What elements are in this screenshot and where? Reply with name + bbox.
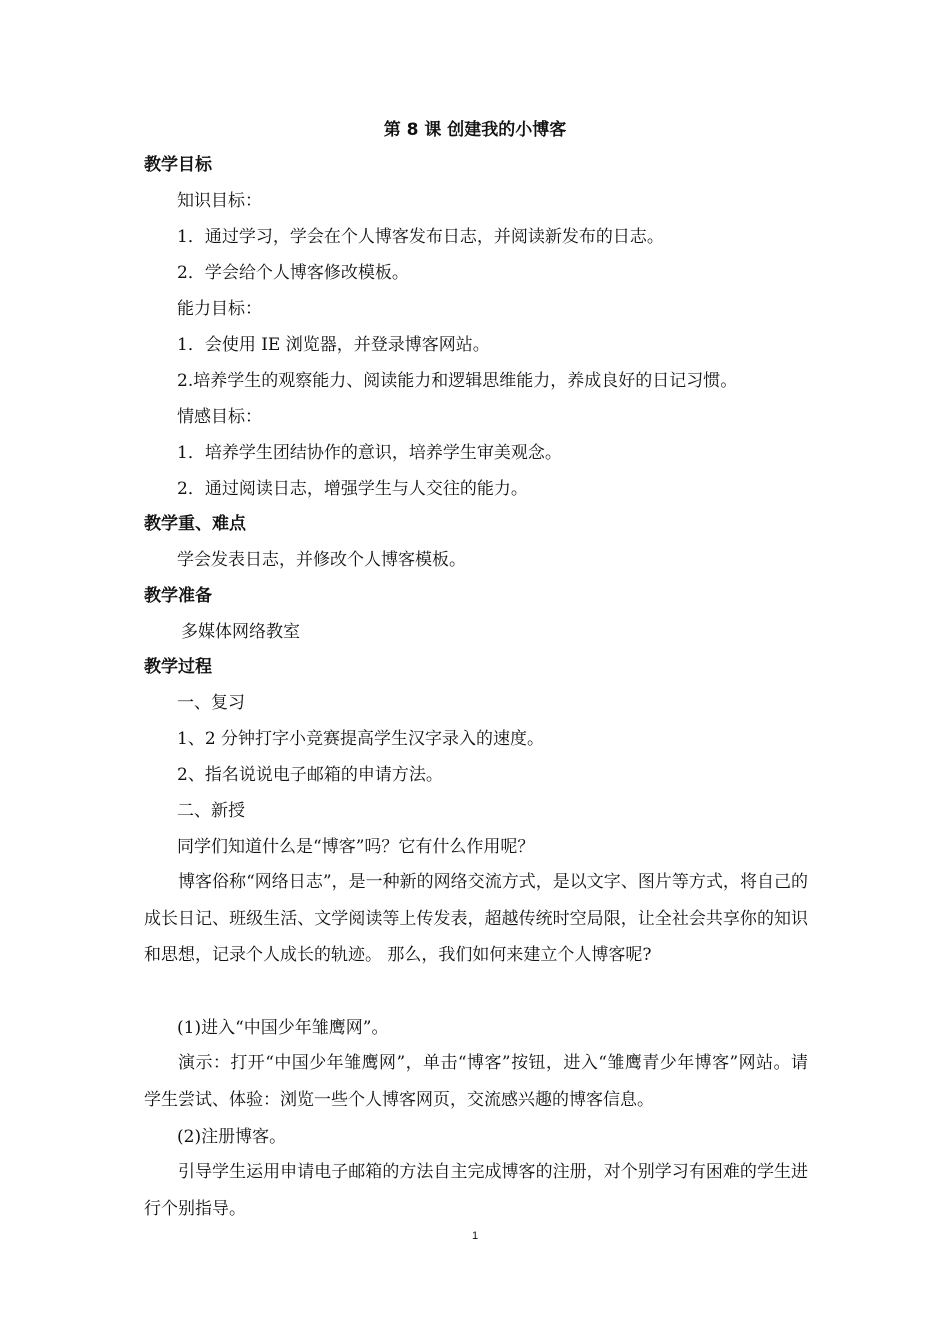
guide-paragraph: 引导学生运用申请电子邮箱的方法自主完成博客的注册，对个别学习有困难的学生进行个别指导。 <box>144 1162 808 1219</box>
heading-goals: 教学目标 <box>144 155 212 175</box>
ability-item-1: 1．会使用 IE 浏览器，并登录博客网站。 <box>177 335 490 355</box>
key-points-text: 学会发表日志，并修改个人博客模板。 <box>177 550 466 570</box>
blog-intro-paragraph: 博客俗称“网络日志”，是一种新的网络交流方式，是以文字、图片等方式，将自己的成长日记、班级生活、文学阅读等上传发表，超越传统时空局限，让全社会共享你的知识和思想，记录个人成长的轨迹。 那么，我们如何来建立个人博客呢? <box>144 872 808 966</box>
step-1: (1)进入“中国少年雏鹰网”。 <box>177 1018 389 1038</box>
preparation-text: 多媒体网络教室 <box>181 622 300 642</box>
knowledge-label: 知识目标： <box>177 191 262 211</box>
ability-label: 能力目标： <box>177 299 262 319</box>
review-item-1: 1、2 分钟打字小竞赛提高学生汉字录入的速度。 <box>177 729 545 749</box>
page-number: 1 <box>471 1230 479 1242</box>
heading-process: 教学过程 <box>144 657 212 677</box>
emotion-item-2: 2．通过阅读日志，增强学生与人交往的能力。 <box>177 479 528 499</box>
new-lesson-label: 二、新授 <box>177 801 245 821</box>
review-label: 一、复习 <box>177 693 245 713</box>
lesson-title: 第 8 课 创建我的小博客 <box>383 120 567 140</box>
heading-key-points: 教学重、难点 <box>144 514 246 534</box>
knowledge-item-2: 2．学会给个人博客修改模板。 <box>177 263 409 283</box>
demo-paragraph: 演示：打开“中国少年雏鹰网”，单击“博客”按钮，进入“雏鹰青少年博客”网站。请学生尝试、体验：浏览一些个人博客网页，交流感兴趣的博客信息。 <box>144 1053 808 1110</box>
knowledge-item-1: 1．通过学习，学会在个人博客发布日志，并阅读新发布的日志。 <box>177 227 664 247</box>
review-item-2: 2、指名说说电子邮箱的申请方法。 <box>177 765 443 785</box>
step-2: (2)注册博客。 <box>177 1127 287 1147</box>
emotion-item-1: 1．培养学生团结协作的意识，培养学生审美观念。 <box>177 443 562 463</box>
ability-item-2: 2.培养学生的观察能力、阅读能力和逻辑思维能力，养成良好的日记习惯。 <box>177 371 738 391</box>
heading-preparation: 教学准备 <box>144 586 212 606</box>
emotion-label: 情感目标： <box>177 407 262 427</box>
question-line: 同学们知道什么是“博客”吗？它有什么作用呢？ <box>177 837 535 857</box>
